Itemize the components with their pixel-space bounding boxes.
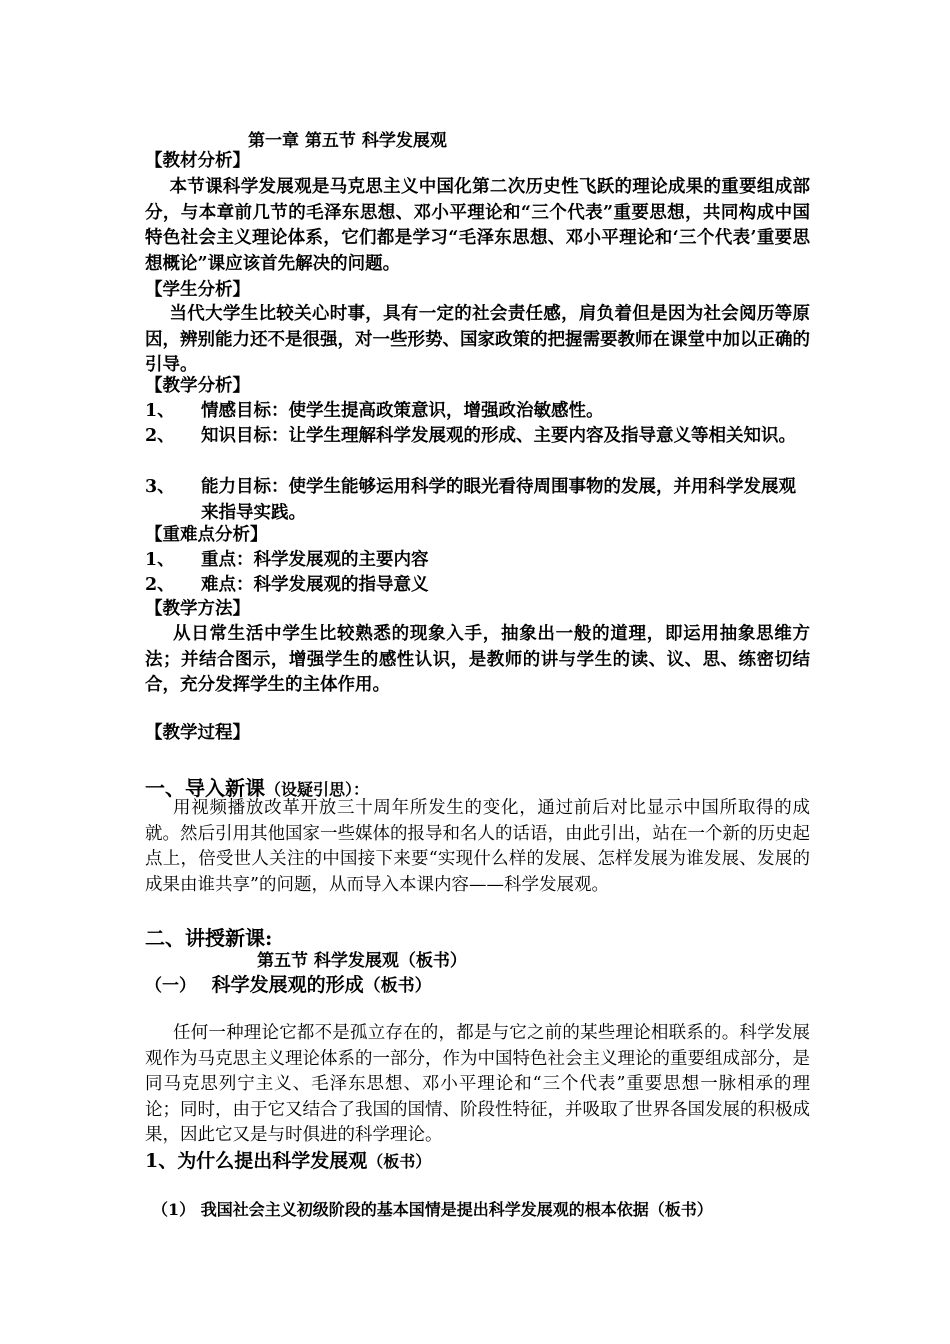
paragraph-section-one: 任何一种理论它都不是孤立存在的，都是与它之前的某些理论相联系的。科学发展观作为马克思主义理论体系的一部分，作为中国特色社会主义理论的重要组成部分，是同马克思列宁主义、毛泽东思想、邓小平理论和“三个代表”重要思想一脉相承的理论；同时，由于它又结合了我国的国情、阶段性特征，并吸取了世界各国发展的积极成果，因此它又是与时俱进的科学理论。 <box>145 1023 810 1146</box>
list-number: 3、 <box>145 477 175 497</box>
list-text: 能力目标：使学生能够运用科学的眼光看待周围事物的发展，并用科学发展观来指导实践。 <box>201 477 796 523</box>
section-heading-xuesheng: 【学生分析】 <box>145 280 250 300</box>
list-number: 2、 <box>145 426 175 446</box>
heading-why-tag: （板书） <box>367 1152 432 1171</box>
section-heading-jiaocai: 【教材分析】 <box>145 151 250 171</box>
paragraph-xuesheng: 当代大学生比较关心时事，具有一定的社会责任感，肩负着但是因为社会阅历等原因，辨别能力还不是很强，对一些形势、国家政策的把握需要教师在课堂中加以正确的引导。 <box>145 304 810 376</box>
list-item-goal-3 <box>145 475 805 526</box>
list-text: 知识目标：让学生理解科学发展观的形成、主要内容及指导意义等相关知识。 <box>201 426 796 446</box>
list-text: 难点：科学发展观的指导意义 <box>201 575 429 595</box>
list-item-goal-1 <box>145 399 805 425</box>
heading-section-one-num: （一） <box>145 976 196 996</box>
heading-section-one-tag: （板书） <box>363 976 432 996</box>
heading-section-one <box>145 970 432 997</box>
list-number: 1、 <box>145 550 175 570</box>
paragraph-fangfa: 从日常生活中学生比较熟悉的现象入手，抽象出一般的道理，即运用抽象思维方法；并结合图示，增强学生的感性认识，是教师的讲与学生的读、议、思、练密切结合，充分发挥学生的主体作用。 <box>145 624 810 696</box>
list-number: 2、 <box>145 575 175 595</box>
point-1: （1） 我国社会主义初级阶段的基本国情是提出科学发展观的根本依据（板书） <box>152 1200 713 1219</box>
list-item-goal-2 <box>145 424 805 450</box>
list-number: 1、 <box>145 401 175 421</box>
list-text: 重点：科学发展观的主要内容 <box>201 550 429 570</box>
list-item-key-1 <box>145 548 805 574</box>
heading-daoru-text: 一、导入新课 <box>145 776 265 800</box>
heading-section-one-text: 科学发展观的形成 <box>211 974 364 996</box>
heading-jiangshou: 二、讲授新课: <box>145 926 273 950</box>
heading-daoru-sub: （设疑引思）： <box>265 780 370 799</box>
heading-why-text: 1、为什么提出科学发展观 <box>145 1150 368 1172</box>
sub-title: 第五节 科学发展观（板书） <box>257 951 467 971</box>
list-item-key-2 <box>145 573 805 599</box>
section-heading-zhongnan: 【重难点分析】 <box>145 525 268 545</box>
section-heading-guocheng: 【教学过程】 <box>145 723 250 743</box>
paragraph-jiaocai: 本节课科学发展观是马克思主义中国化第二次历史性飞跃的理论成果的重要组成部分，与本章前几节的毛泽东思想、邓小平理论和“三个代表”重要思想，共同构成中国特色社会主义理论体系，它们都是学习“毛泽东思想、邓小平理论和‘三个代表’重要思想概论”课应该首先解决的问题。 <box>145 177 810 274</box>
paragraph-daoru: 用视频播放改革开放三十周年所发生的变化，通过前后对比显示中国所取得的成就。然后引用其他国家一些媒体的报导和名人的话语，由此引出，站在一个新的历史起点上，倍受世人关注的中国接下来要“实现什么样的发展、怎样发展为谁发展、发展的成果由谁共享”的问题，从而导入本课内容——科学发展观。 <box>145 798 810 895</box>
section-heading-fangfa: 【教学方法】 <box>145 599 250 619</box>
list-text: 情感目标：使学生提高政策意识，增强政治敏感性。 <box>201 401 604 421</box>
section-heading-jiaoxue: 【教学分析】 <box>145 376 250 396</box>
document-title: 第一章 第五节 科学发展观 <box>248 131 447 151</box>
heading-why <box>145 1146 431 1173</box>
